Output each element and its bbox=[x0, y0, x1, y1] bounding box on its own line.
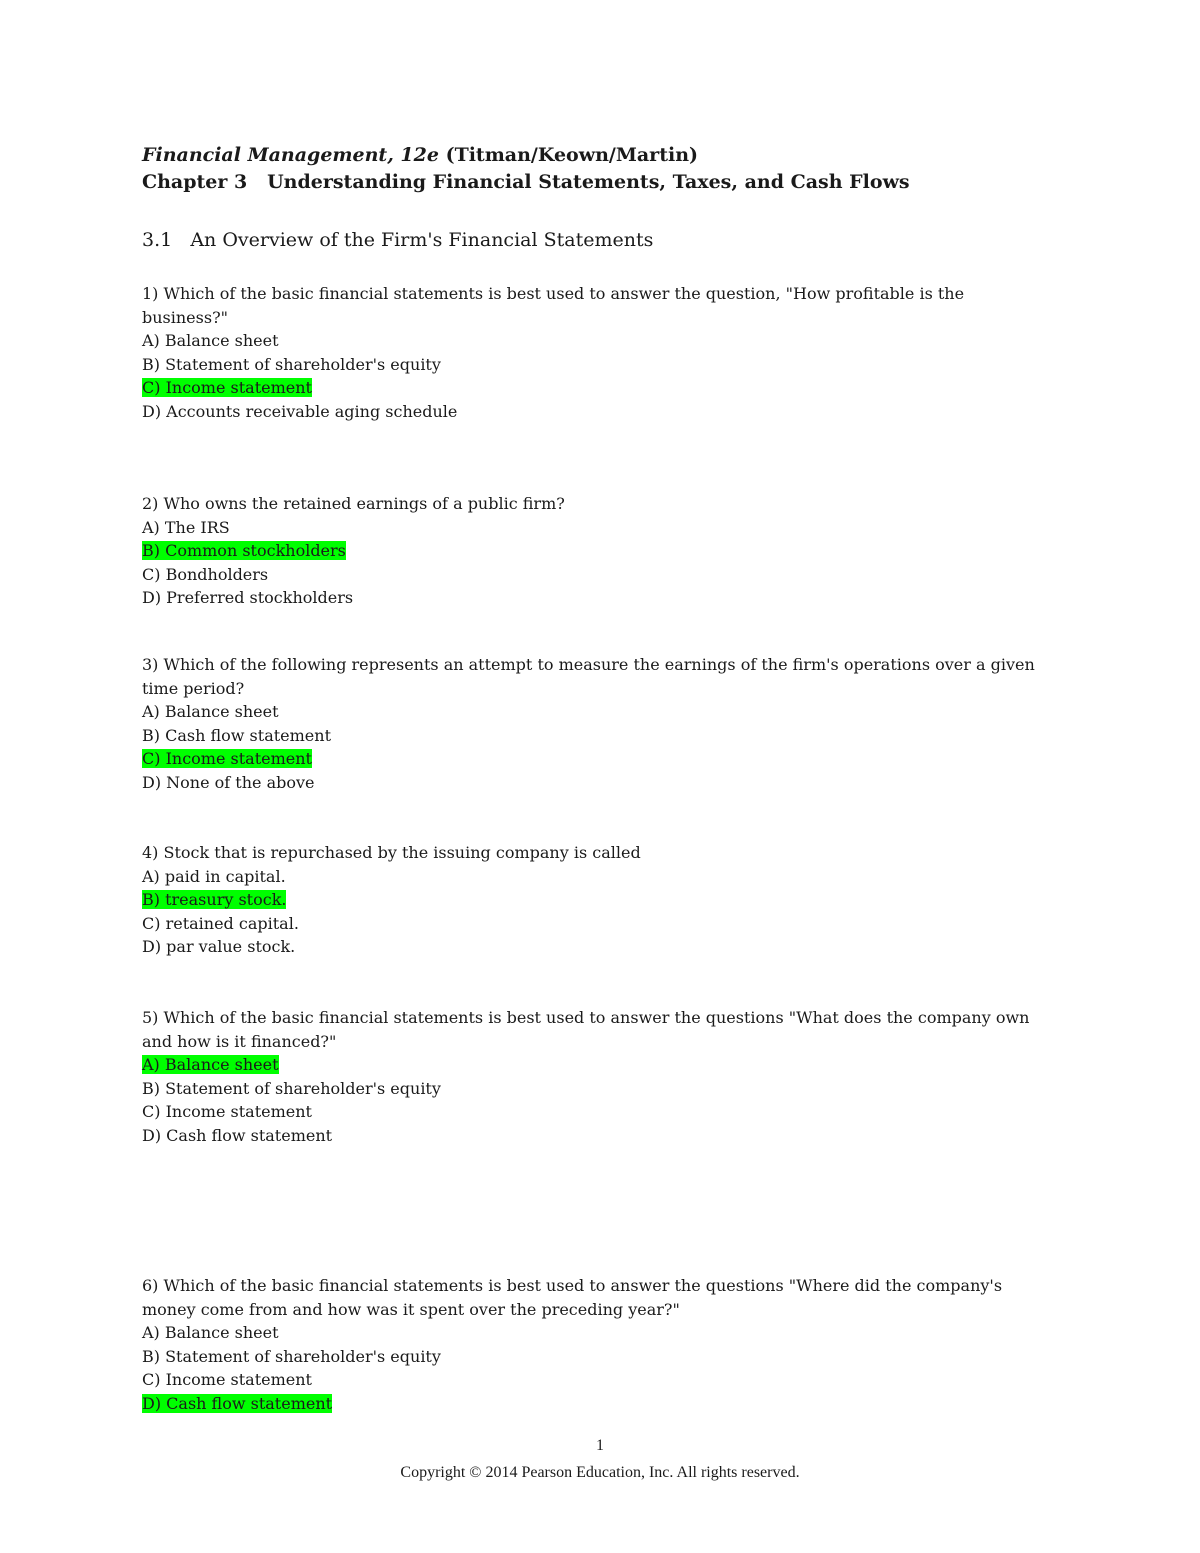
question-text: 4) Stock that is repurchased by the issuing company is called bbox=[142, 843, 641, 862]
question-text: 6) Which of the basic financial statements is best used to answer the questions "Where did the company's money come from and how was it spent over the preceding year?" bbox=[142, 1276, 1003, 1319]
choice-label: A) Balance sheet bbox=[142, 702, 279, 721]
highlighted-answer: A) Balance sheet bbox=[142, 1055, 279, 1074]
choice-d-correct bbox=[142, 1392, 1052, 1416]
book-heading bbox=[142, 142, 1062, 169]
choice-b-correct bbox=[142, 539, 1052, 563]
question-6 bbox=[142, 1274, 1052, 1415]
choice-label: A) Balance sheet bbox=[142, 1323, 279, 1342]
question-2 bbox=[142, 492, 1052, 610]
highlighted-answer: C) Income statement bbox=[142, 749, 312, 768]
question-4 bbox=[142, 841, 1052, 959]
highlighted-answer: B) Common stockholders bbox=[142, 541, 346, 560]
choice-label: D) None of the above bbox=[142, 772, 315, 792]
choice-a bbox=[142, 329, 1052, 353]
section-heading: 3.1 An Overview of the Firm's Financial Statements bbox=[142, 229, 654, 251]
choice-c bbox=[142, 563, 1052, 587]
choice-d bbox=[142, 586, 1052, 610]
choice-label: C) retained capital. bbox=[142, 913, 299, 933]
highlighted-answer: D) Cash flow statement bbox=[142, 1393, 333, 1413]
choice-b-correct bbox=[142, 888, 1052, 912]
choice-a bbox=[142, 865, 1052, 889]
question-text: 2) Who owns the retained earnings of a public firm? bbox=[142, 494, 565, 513]
choice-label: A) Balance sheet bbox=[142, 331, 279, 350]
choice-label: D) Cash flow statement bbox=[142, 1125, 333, 1145]
choice-c bbox=[142, 912, 1052, 936]
highlighted-answer: B) treasury stock. bbox=[142, 890, 287, 909]
choice-c-correct bbox=[142, 747, 1052, 771]
choice-label: B) Statement of shareholder's equity bbox=[142, 1078, 441, 1098]
choice-d bbox=[142, 400, 1052, 424]
choice-label: D) Accounts receivable aging schedule bbox=[142, 401, 458, 421]
question-5 bbox=[142, 1006, 1052, 1147]
question-text: 3) Which of the following represents an attempt to measure the earnings of the firm's operations over a given time period? bbox=[142, 655, 1035, 698]
choice-label: D) par value stock. bbox=[142, 937, 296, 956]
choice-b bbox=[142, 353, 1052, 377]
page-content bbox=[142, 142, 1062, 1413]
choice-label: C) Income statement bbox=[142, 1370, 312, 1389]
choice-a bbox=[142, 700, 1052, 724]
question-3 bbox=[142, 653, 1052, 794]
choice-label: B) Statement of shareholder's equity bbox=[142, 1346, 441, 1366]
choice-label: A) paid in capital. bbox=[142, 866, 286, 886]
question-1 bbox=[142, 282, 1052, 423]
choice-label: A) The IRS bbox=[142, 517, 230, 537]
choice-a bbox=[142, 1321, 1052, 1345]
choice-a bbox=[142, 516, 1052, 540]
choice-d bbox=[142, 935, 1052, 959]
choice-c-correct bbox=[142, 376, 1052, 400]
choice-label: D) Preferred stockholders bbox=[142, 588, 354, 607]
highlighted-answer: C) Income statement bbox=[142, 378, 312, 397]
copyright-notice: Copyright © 2014 Pearson Education, Inc. All rights reserved. bbox=[400, 1464, 800, 1481]
book-title: Financial Management, 12e bbox=[142, 144, 439, 166]
choice-label: B) Cash flow statement bbox=[142, 725, 332, 745]
choice-d bbox=[142, 1124, 1052, 1148]
choice-label: C) Bondholders bbox=[142, 564, 269, 584]
question-text: 1) Which of the basic financial statements is best used to answer the question, "How profitable is the business?" bbox=[142, 284, 965, 327]
choice-b bbox=[142, 1077, 1052, 1101]
chapter-title: Chapter 3 Understanding Financial Statements, Taxes, and Cash Flows bbox=[142, 171, 910, 193]
choice-b bbox=[142, 724, 1052, 748]
choice-a-correct bbox=[142, 1053, 1052, 1077]
choice-d bbox=[142, 771, 1052, 795]
choice-b bbox=[142, 1345, 1052, 1369]
book-authors: (Titman/Keown/Martin) bbox=[438, 144, 698, 166]
question-text: 5) Which of the basic financial statements is best used to answer the questions "What does the company own and how is it financed?" bbox=[142, 1008, 1030, 1051]
choice-c bbox=[142, 1368, 1052, 1392]
page-number: 1 bbox=[596, 1437, 604, 1454]
choice-label: B) Statement of shareholder's equity bbox=[142, 354, 441, 374]
choice-c bbox=[142, 1100, 1052, 1124]
choice-label: C) Income statement bbox=[142, 1102, 312, 1121]
